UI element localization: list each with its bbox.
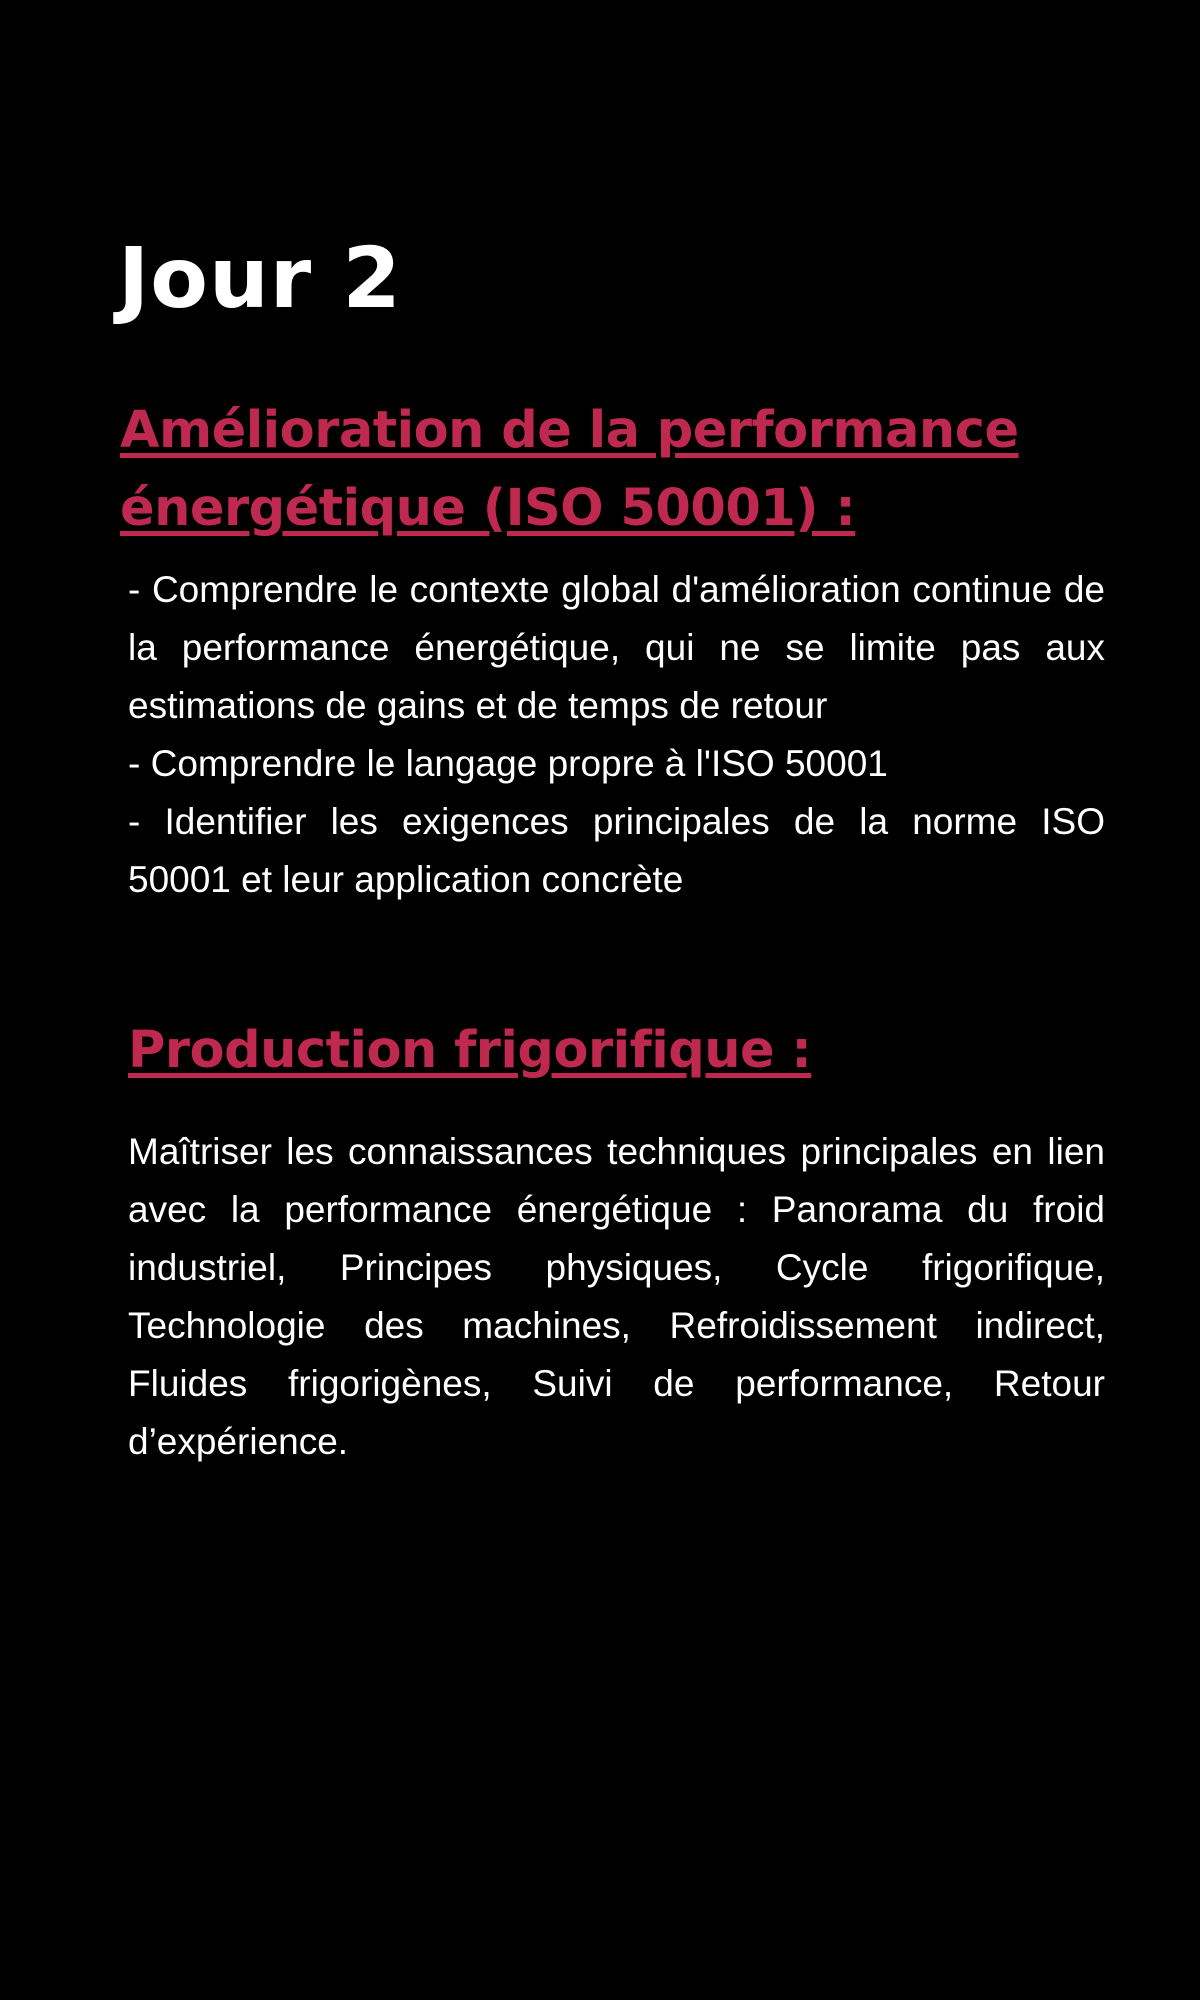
list-item: - Identifier les exigences principales de la norme ISO 50001 et leur application concrète [128,801,1105,900]
section-paragraph: Maîtriser les connaissances techniques principales en lien avec la performance énergétique : Panorama du froid industriel, Principes physiques, Cycle frigorifique, Technologie des machines, Refroidissement indirect, Fluides frigorigènes, Suivi de performance, Retour d’expérience. [128,1131,1105,1462]
section-heading-iso-50001: Amélioration de la performance énergétique (ISO 50001) : [120,401,1019,538]
objectives-list [128,561,1105,909]
list-item: - Comprendre le contexte global d'amélioration continue de la performance énergétique, qui ne se limite pas aux estimations de gains et de temps de retour [128,569,1105,726]
list-item: - Comprendre le langage propre à l'ISO 50001 [128,743,888,784]
page-title: Jour 2 [118,229,402,327]
section-heading-production-frigorifique: Production frigorifique : [128,1021,812,1080]
